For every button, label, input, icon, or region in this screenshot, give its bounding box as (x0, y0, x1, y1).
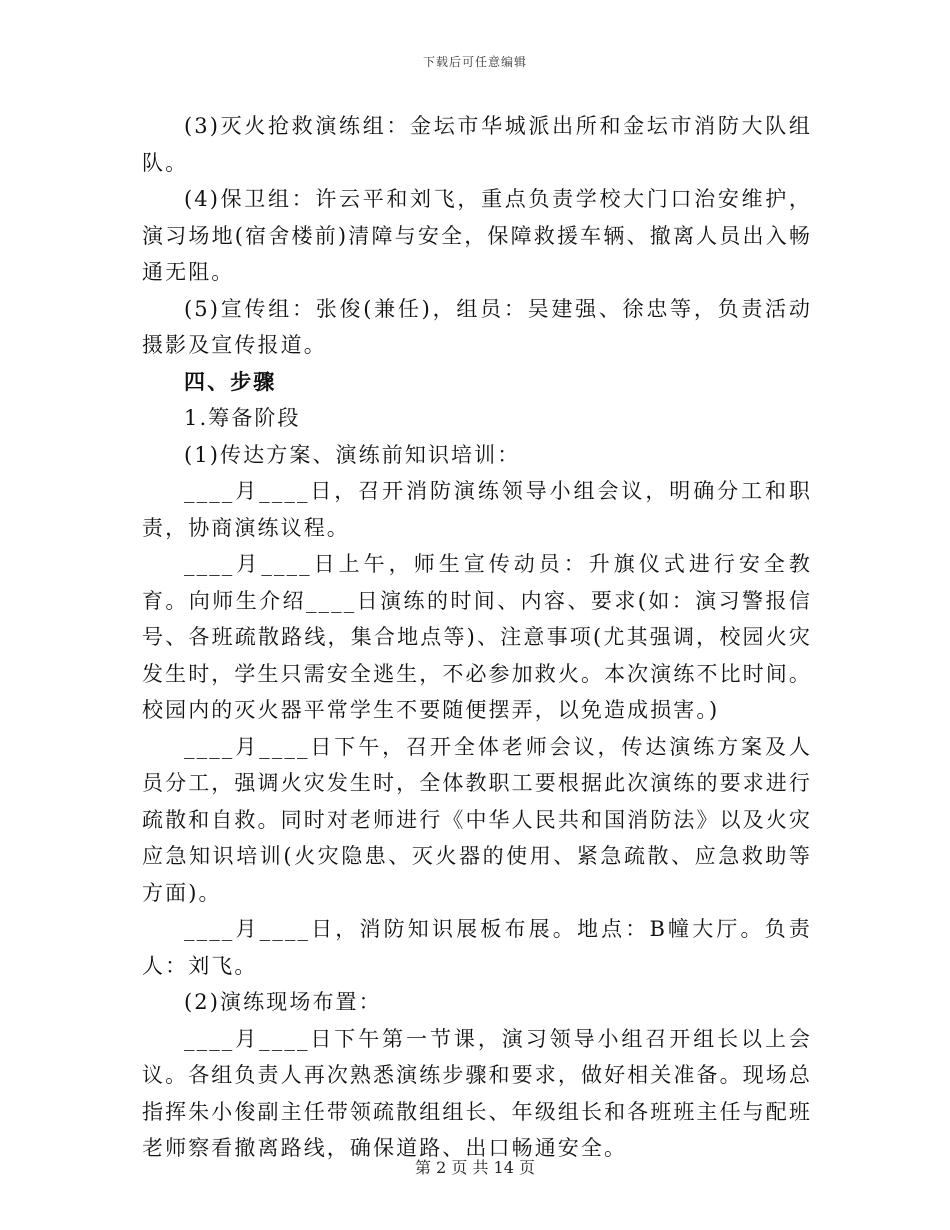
page-footer: 第 2 页 共 14 页 (415, 1158, 535, 1177)
paragraph-teacher-meeting: ____月____日下午，召开全体老师会议，传达演练方案及人员分工，强调火灾发生时，全体教职工要根据此次演练的要求进行疏散和自救。同时对老师进行《中华人民共和国消防法》以及火灾应急知识培训(火灾隐患、灭火器的使用、紧急疏散、应急救助等方面)。 (142, 734, 812, 905)
paragraph-site-meeting: ____月____日下午第一节课，演习领导小组召开组长以上会议。各组负责人再次熟悉演练步骤和要求，做好相关准备。现场总指挥朱小俊副主任带领疏散组组长、年级组长和各班班主任与配班老师察看撤离路线，确保道路、出口畅通安全。 (142, 1026, 812, 1160)
paragraph-exhibition: ____月____日，消防知识展板布展。地点：B幢大厅。负责人：刘飞。 (142, 917, 812, 978)
paragraph-security-group: (4)保卫组：许云平和刘飞，重点负责学校大门口治安维护，演习场地(宿舍楼前)清障与安全，保障救援车辆、撤离人员出入畅通无阻。 (142, 187, 812, 284)
paragraph-student-mobilization: ____月____日上午，师生宣传动员：升旗仪式进行安全教育。向师生介绍____日演练的时间、内容、要求(如：演习警报信号、各班疏散路线，集合地点等)、注意事项(尤其强调，校园火灾发生时，学生只需安全逃生，不必参加救火。本次演练不比时间。校园内的灭火器平常学生不要随便摆弄，以免造成损害。) (142, 552, 812, 722)
subheading-training: (1)传达方案、演练前知识培训： (184, 442, 521, 467)
paragraph-publicity-group: (5)宣传组：张俊(兼任)，组员：吴建强、徐忠等，负责活动摄影及宣传报道。 (142, 296, 812, 357)
page-header: 下载后可任意编辑 (422, 55, 527, 69)
paragraph-leadership-meeting: ____月____日，召开消防演练领导小组会议，明确分工和职责，协商演练议程。 (142, 479, 812, 540)
section-heading-steps: 四、步骤 (184, 368, 277, 394)
subheading-preparation-stage: 1.筹备阶段 (184, 406, 301, 430)
document-body (142, 108, 812, 1167)
paragraph-fire-rescue-group: (3)灭火抢救演练组：金坛市华城派出所和金坛市消防大队组队。 (142, 114, 812, 175)
subheading-site-setup: (2)演练现场布置： (184, 990, 382, 1014)
